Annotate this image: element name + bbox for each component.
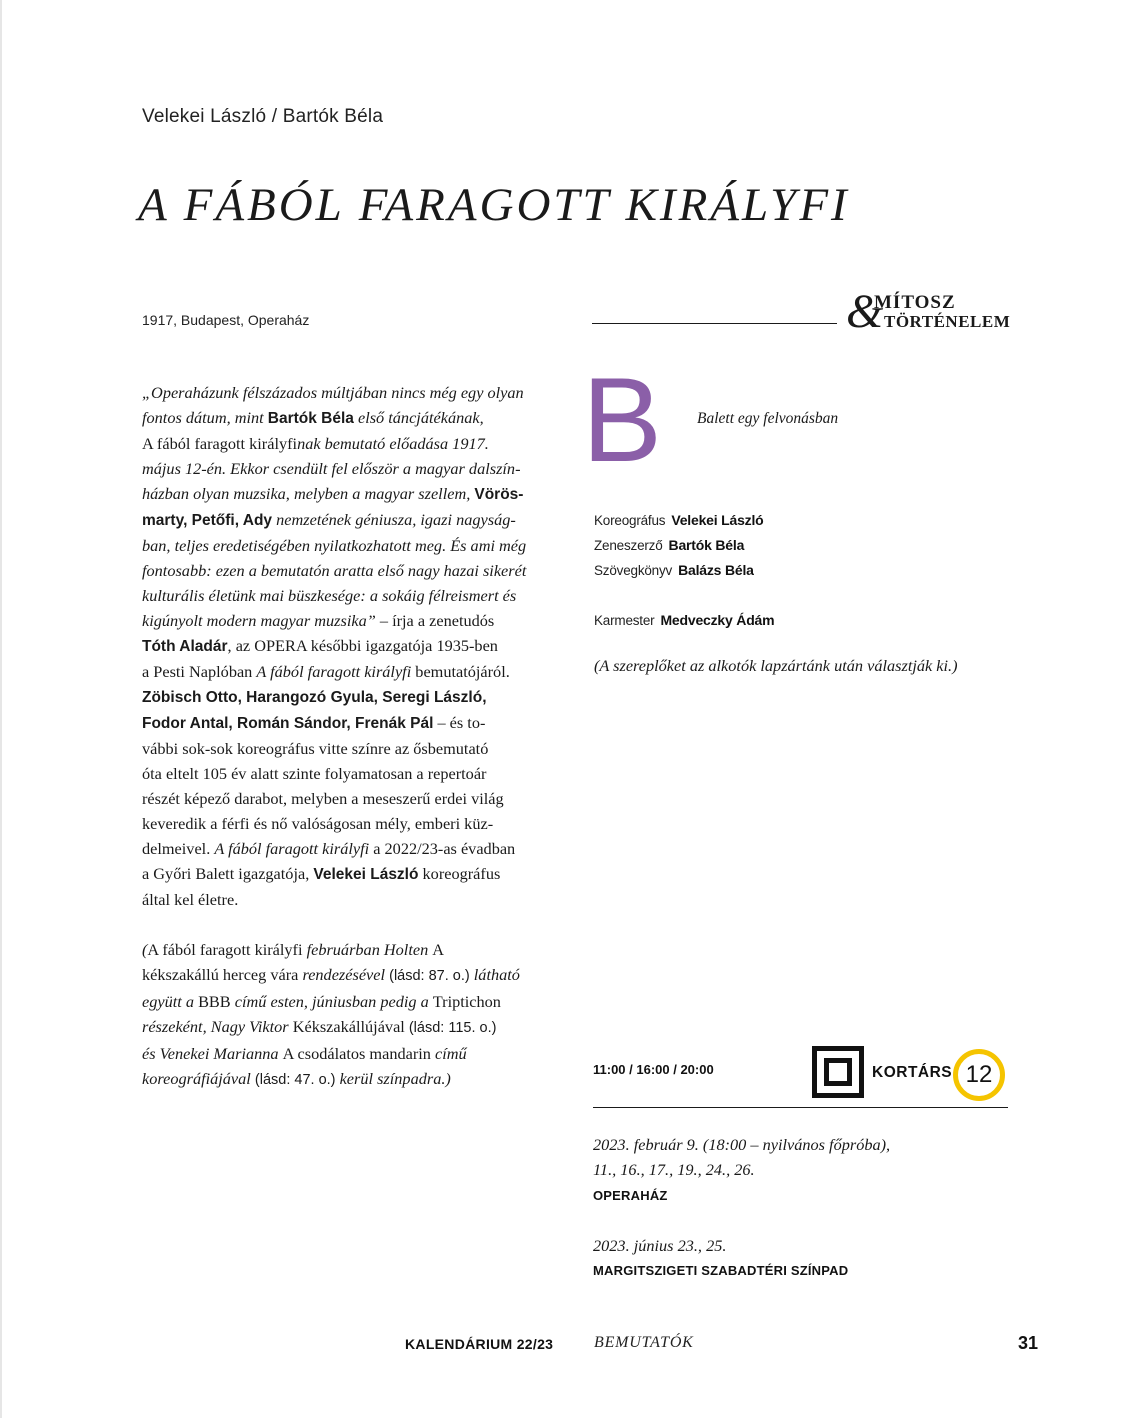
text-run: című esten, júniusban pedig a xyxy=(230,992,433,1011)
article-line xyxy=(142,608,562,633)
text-run: házban olyan muzsika, melyben a magyar szellem, xyxy=(142,484,475,503)
text-run: februárban Holten xyxy=(302,940,433,959)
article-line xyxy=(142,861,562,887)
dates-line: 2023. június 23., 25. xyxy=(593,1236,727,1255)
dates-line: 2023. február 9. (18:00 – nyilvános főpróba), xyxy=(593,1135,891,1154)
article-line xyxy=(142,887,562,912)
text-run: és Venekei Marianna xyxy=(142,1044,283,1063)
text-run: Velekei László xyxy=(313,866,419,883)
topic-line-2: TÖRTÉNELEM xyxy=(884,312,1011,331)
article-line xyxy=(142,1014,562,1041)
text-run: „Operaházunk félszázados múltjában nincs még egy olyan xyxy=(142,383,524,402)
article-line xyxy=(142,481,562,507)
text-run: együtt a xyxy=(142,992,199,1011)
text-run: Kékszakállújával xyxy=(292,1017,405,1036)
credit-name: Medveczky Ádám xyxy=(660,612,775,628)
article-line xyxy=(142,507,562,533)
article-line xyxy=(142,659,562,684)
text-run: május 12-én. Ekkor csendült fel először a magyar dalszín- xyxy=(142,459,521,478)
article-line xyxy=(142,633,562,659)
text-run: Triptichon xyxy=(432,992,501,1011)
text-run: (lásd: 47. o.) xyxy=(254,1072,336,1088)
dates-rule xyxy=(593,1107,1008,1108)
dates-line: 11., 16., 17., 19., 24., 26. xyxy=(593,1160,755,1179)
text-run: kerül színpadra.) xyxy=(335,1069,451,1088)
text-run: a Pesti Naplóban xyxy=(142,662,257,681)
text-run: Fodor Antal, Román Sándor, Frenák Pál xyxy=(142,715,434,732)
text-run: Vörös- xyxy=(474,486,524,503)
text-run: , az OPERA későbbi igazgatója 1935-ben xyxy=(227,636,498,655)
credit-row-libretto xyxy=(594,558,774,583)
text-run: (lásd: 87. o.) xyxy=(389,968,470,984)
article-line xyxy=(142,1041,562,1066)
article-line xyxy=(142,533,562,558)
text-run: nak bemutató előadása 1917. xyxy=(297,434,489,453)
article-line xyxy=(142,456,562,481)
text-run: Tóth Aladár xyxy=(142,638,228,655)
text-run: rendezésével xyxy=(298,965,390,984)
text-run: első táncjátékának, xyxy=(353,408,484,427)
text-run: kigúnyolt modern magyar muzsika” xyxy=(142,611,376,630)
credit-name: Bartók Béla xyxy=(668,537,745,553)
text-run: keveredik a férfi és nő valóságosan mély, emberi küz- xyxy=(142,814,494,833)
venue-2: MARGITSZIGETI SZABADTÉRI SZÍNPAD xyxy=(593,1263,849,1278)
text-run: fontosabb: ezen a bemutatón aratta első nagy hazai sikerét xyxy=(142,561,527,580)
text-run: óta eltelt 105 év alatt szinte folyamatosan a repertoár xyxy=(142,764,487,783)
text-run: című xyxy=(430,1044,467,1063)
genre-letter: B xyxy=(582,353,663,487)
topic-rule xyxy=(592,323,837,324)
text-run: A csodálatos mandarin xyxy=(282,1044,431,1063)
credits xyxy=(594,508,774,633)
text-run: kékszakállú herceg vára xyxy=(142,965,299,984)
text-run: A fából faragott királyfi xyxy=(147,940,303,959)
text-run: ( xyxy=(142,940,148,959)
text-run: A fából faragott királyfi xyxy=(214,839,370,858)
text-run: koreográfiájával xyxy=(142,1069,255,1088)
text-run: Bartók Béla xyxy=(267,410,354,427)
topic-logo xyxy=(846,285,1046,340)
dates-block-1 xyxy=(593,1132,890,1182)
text-run: fontos dátum, mint xyxy=(142,408,268,427)
cast-note: (A szereplőket az alkotók lapzártánk után választják ki.) xyxy=(594,656,958,675)
article-line xyxy=(142,405,562,431)
article-note xyxy=(142,937,562,1093)
article-line xyxy=(142,736,562,761)
text-run: vábbi sok-sok koreográfus vitte színre az ősbemutató xyxy=(142,739,489,758)
text-run: részeként, Nagy Viktor xyxy=(142,1017,293,1036)
premiere-origin: 1917, Budapest, Operaház xyxy=(142,312,310,328)
text-run: marty, Petőfi, Ady xyxy=(142,512,273,529)
text-run: ban, teljes eredetiségében nyilatkozhatott meg. És ami még xyxy=(142,536,527,555)
article-line xyxy=(142,761,562,786)
article-quote xyxy=(142,380,562,912)
venue-1: OPERAHÁZ xyxy=(593,1188,668,1203)
show-times: 11:00 / 16:00 / 20:00 xyxy=(593,1062,714,1077)
credit-role: Szövegkönyv xyxy=(594,563,673,578)
article-line xyxy=(142,989,562,1014)
article-line xyxy=(142,710,562,736)
text-run: koreográfus xyxy=(418,864,501,883)
credit-row-choreographer xyxy=(594,508,774,533)
text-run: a Győri Balett igazgatója, xyxy=(142,864,314,883)
text-run: A xyxy=(432,940,445,959)
text-run: (lásd: 115. o.) xyxy=(404,1020,497,1036)
credit-name: Velekei László xyxy=(671,512,764,528)
page-number: 31 xyxy=(1018,1333,1039,1353)
text-run: BBB xyxy=(198,992,231,1011)
topic-ampersand: & xyxy=(846,285,884,338)
text-run: Zöbisch Otto, Harangozó Gyula, Seregi László, xyxy=(142,689,487,706)
article-line xyxy=(142,786,562,811)
article-line xyxy=(142,836,562,861)
text-run: delmeivel. xyxy=(142,839,215,858)
article-line xyxy=(142,1066,562,1093)
text-run: részét képező darabot, melyben a meseszerű erdei világ xyxy=(142,789,504,808)
topic-line-1: MÍTOSZ xyxy=(874,292,956,313)
age-rating-badge: 12 xyxy=(953,1049,1005,1101)
article-line xyxy=(142,431,562,456)
text-run: kulturális életünk mai büszkesége: a sokáig félreismert és xyxy=(142,586,517,605)
kortars-square-icon xyxy=(812,1046,864,1098)
article-body xyxy=(142,380,562,1093)
genre-label: Balett egy felvonásban xyxy=(697,410,839,427)
text-run: nemzetének géniusza, igazi nagyság- xyxy=(272,510,516,529)
text-run: bemutatójáról. xyxy=(411,662,510,681)
credit-name: Balázs Béla xyxy=(678,562,754,578)
text-run: – írja a zenetudós xyxy=(375,611,495,630)
credit-role: Zeneszerző xyxy=(594,538,663,553)
article-line xyxy=(142,684,562,710)
text-run: – és to- xyxy=(433,713,486,732)
series-label: KORTÁRS xyxy=(872,1064,953,1081)
credit-role: Karmester xyxy=(594,613,655,628)
dates-block-2 xyxy=(593,1233,726,1258)
article-line xyxy=(142,811,562,836)
article-line xyxy=(142,962,562,989)
article-line xyxy=(142,583,562,608)
text-run: látható xyxy=(469,965,520,984)
text-run: A fából faragott királyfi xyxy=(256,662,412,681)
article-line xyxy=(142,937,562,962)
authors: Velekei László / Bartók Béla xyxy=(142,106,384,127)
credit-row-composer xyxy=(594,533,774,558)
footer-publication: KALENDÁRIUM 22/23 xyxy=(405,1336,554,1352)
text-run: által kel életre. xyxy=(142,890,239,909)
text-run: A fából faragott királyfi xyxy=(142,434,298,453)
text-run: a 2022/23-as évadban xyxy=(369,839,516,858)
credit-row-conductor xyxy=(594,608,774,633)
page-title: A FÁBÓL FARAGOTT KIRÁLYFI xyxy=(138,179,850,231)
credit-role: Koreográfus xyxy=(594,513,666,528)
footer-section: BEMUTATÓK xyxy=(594,1334,694,1351)
article-line xyxy=(142,558,562,583)
article-line xyxy=(142,380,562,405)
page-edge xyxy=(0,0,2,1418)
